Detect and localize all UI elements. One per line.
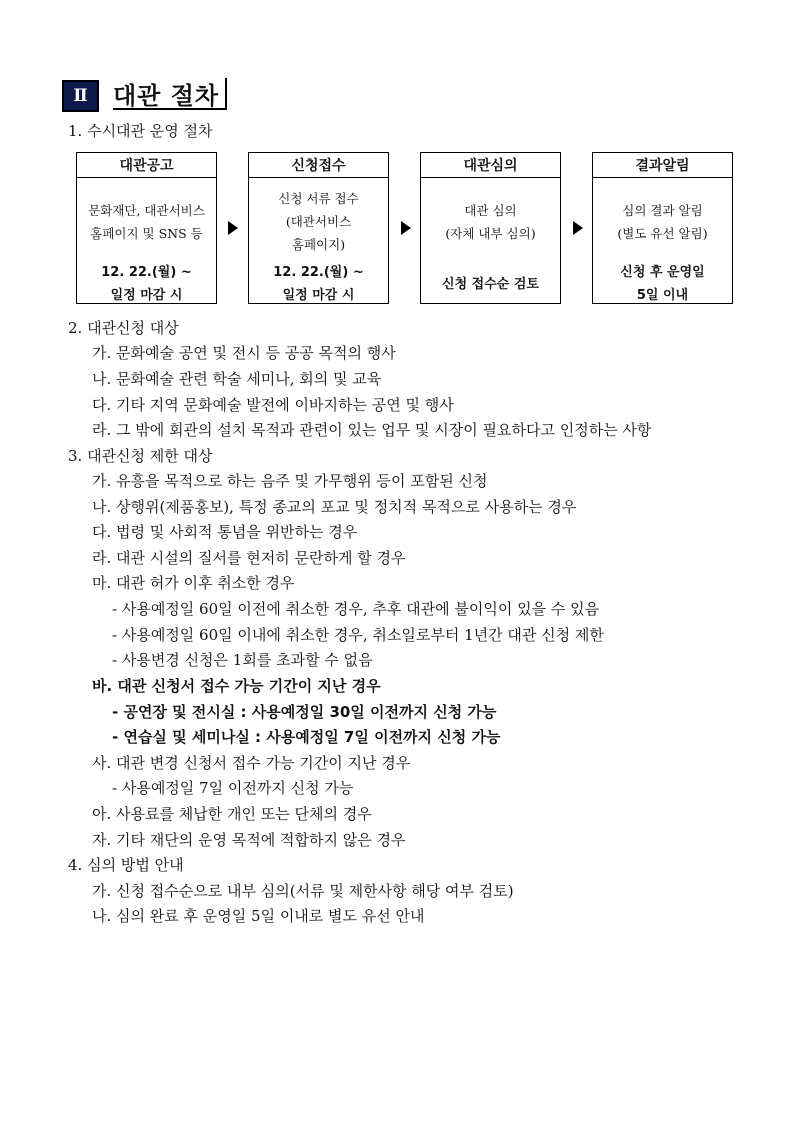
review-method-heading: 4. 심의 방법 안내 [68, 856, 184, 874]
list-item: 가. 신청 접수순으로 내부 심의(서류 및 제한사항 해당 여부 검토) [92, 882, 514, 900]
step-desc-line: (자체 내부 심의) [445, 226, 536, 241]
list-item: 자. 기타 재단의 운영 목적에 적합하지 않은 경우 [92, 831, 406, 849]
list-item: 다. 법령 및 사회적 통념을 위반하는 경우 [92, 523, 358, 541]
restricted-heading: 3. 대관신청 제한 대상 [68, 447, 213, 465]
step-note-line: 12. 22.(월) ~ [101, 265, 192, 280]
sub-item: - 사용예정일 60일 이전에 취소한 경우, 추후 대관에 불이익이 있을 수 있음 [112, 600, 600, 618]
list-item: 라. 대관 시설의 질서를 현저히 문란하게 할 경우 [92, 549, 406, 567]
section-header [62, 78, 227, 110]
step-desc-line: 심의 결과 알림 [622, 203, 703, 218]
list-item: 마. 대관 허가 이후 취소한 경우 [92, 574, 295, 592]
step-box-review [420, 152, 561, 304]
list-item: 나. 심의 완료 후 운영일 5일 이내로 별도 유선 안내 [92, 907, 425, 925]
step-note-line: 신청 후 운영일 [620, 265, 705, 280]
step-desc-line: (대관서비스 [285, 214, 352, 229]
list-item-emphasis: 바. 대관 신청서 접수 가능 기간이 지난 경우 [92, 677, 381, 695]
step-desc-line: (별도 유선 알림) [617, 226, 708, 241]
step-note-line: 5일 이내 [636, 288, 689, 303]
list-item: 사. 대관 변경 신청서 접수 가능 기간이 지난 경우 [92, 754, 411, 772]
step-desc-line: 신청 서류 접수 [278, 191, 359, 206]
step-title: 대관심의 [421, 153, 560, 178]
flow-arrow-icon [401, 221, 411, 235]
sub-item-emphasis: - 공연장 및 전시실 : 사용예정일 30일 이전까지 신청 가능 [112, 703, 497, 721]
list-item: 나. 상행위(제품홍보), 특정 종교의 포교 및 정치적 목적으로 사용하는 경우 [92, 498, 577, 516]
section-number-badge: Ⅱ [62, 80, 99, 112]
list-item: 아. 사용료를 체납한 개인 또는 단체의 경우 [92, 805, 372, 823]
step-note-line: 일정 마감 시 [282, 288, 355, 303]
step-box-announcement [76, 152, 217, 304]
step-box-result [592, 152, 733, 304]
step-title: 신청접수 [249, 153, 388, 178]
section-title: 대관 절차 [113, 81, 220, 110]
sub-item-emphasis: - 연습실 및 세미나실 : 사용예정일 7일 이전까지 신청 가능 [112, 728, 501, 746]
step-desc-line: 홈페이지) [291, 237, 346, 252]
step-title: 결과알림 [593, 153, 732, 178]
step-desc-line: 홈페이지 및 SNS 등 [90, 226, 203, 241]
sub-item: - 사용예정일 7일 이전까지 신청 가능 [112, 779, 354, 797]
eligible-heading: 2. 대관신청 대상 [68, 319, 179, 337]
list-item: 가. 문화예술 공연 및 전시 등 공공 목적의 행사 [92, 344, 396, 362]
step-box-application [248, 152, 389, 304]
section-title-frame [113, 78, 227, 110]
sub-item: - 사용예정일 60일 이내에 취소한 경우, 취소일로부터 1년간 대관 신청 제한 [112, 626, 604, 644]
step-note-line: 12. 22.(월) ~ [273, 265, 364, 280]
step-note-line: 신청 접수순 검토 [442, 277, 539, 292]
list-item: 가. 유흥을 목적으로 하는 음주 및 가무행위 등이 포함된 신청 [92, 472, 488, 490]
list-item: 다. 기타 지역 문화예술 발전에 이바지하는 공연 및 행사 [92, 396, 454, 414]
step-desc-line: 문화재단, 대관서비스 [88, 203, 205, 218]
list-item: 나. 문화예술 관련 학술 세미나, 회의 및 교육 [92, 370, 382, 388]
step-title: 대관공고 [77, 153, 216, 178]
step-desc-line: 대관 심의 [464, 203, 517, 218]
procedure-heading: 1. 수시대관 운영 절차 [68, 122, 213, 140]
flow-arrow-icon [228, 221, 238, 235]
sub-item: - 사용변경 신청은 1회를 초과할 수 없음 [112, 651, 373, 669]
step-note-line: 일정 마감 시 [110, 288, 183, 303]
flow-arrow-icon [573, 221, 583, 235]
list-item: 라. 그 밖에 회관의 설치 목적과 관련이 있는 업무 및 시장이 필요하다고 인정하는 사항 [92, 421, 652, 439]
